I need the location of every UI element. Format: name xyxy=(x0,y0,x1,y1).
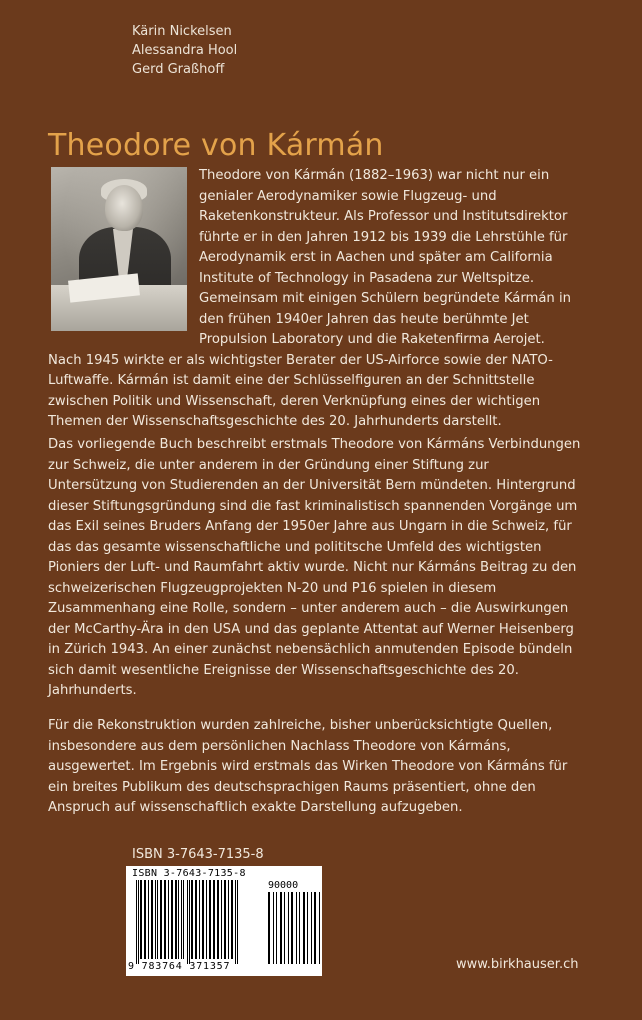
barcode-ean-digits: 9 783764 371357 xyxy=(128,961,231,972)
barcode-bar xyxy=(155,880,156,959)
barcode-bar xyxy=(138,880,139,964)
barcode-bar xyxy=(175,880,177,959)
barcode-bar xyxy=(140,880,142,959)
barcode-bar xyxy=(151,880,153,959)
barcode-bar xyxy=(144,880,146,959)
barcode xyxy=(126,866,322,976)
addon-bar xyxy=(276,892,277,964)
barcode-bar xyxy=(224,880,226,959)
barcode-bar xyxy=(171,880,173,959)
barcode-bar xyxy=(136,880,137,964)
author-name: Alessandra Hool xyxy=(132,43,238,58)
addon-bar xyxy=(319,892,320,964)
description-paragraph: Das vorliegende Buch beschreibt erstmals Theodore von Kármáns Verbindungen zur Schweiz, die unter anderem in der Gründung einer Stiftung zur Untersützung von Studierenden an der Universität Bern mündeten. Hintergrund dieser Stiftungsgründung sind die fast kriminalistisch spannenden Vorgänge um das Exil seines Bruders Anfang der 1950er Jahre aus Ungarn in die Schweiz, für das das gesamte wissenschaftliche und polititsche Umfeld des wichtigsten Pioniers der Luft- und Raumfahrt aktiv wurde. Nicht nur Kármáns Beitrag zu den schweizerischen Flugzeugprojekten N-20 und P16 spielen in diesem Zusammenhang eine Rolle, sondern – unter anderem auch – die Auswirkungen der McCarthy-Ära in den USA und das geplante Attentat auf Werner Heisenberg in Zürich 1943. An einer zunächst nebensächlich anmutenden Episode bündeln sich damit wesentliche Ereignisse der Wissenschaftsgeschichte des 20. Jahrhunderts. xyxy=(48,437,581,698)
addon-bar xyxy=(268,892,270,964)
addon-bar xyxy=(307,892,308,964)
addon-bar xyxy=(291,892,293,964)
barcode-bar xyxy=(231,880,233,959)
barcode-bar xyxy=(187,880,188,964)
isbn-label: ISBN 3-7643-7135-8 xyxy=(132,847,264,862)
addon-bar xyxy=(284,892,285,964)
barcode-bar xyxy=(168,880,169,959)
barcode-bar xyxy=(183,880,184,959)
barcode-bar xyxy=(199,880,200,959)
author-name: Gerd Graßhoff xyxy=(132,62,225,77)
addon-bar xyxy=(280,892,282,964)
barcode-bar xyxy=(228,880,229,959)
barcode-bar xyxy=(191,880,193,959)
barcode-bar xyxy=(195,880,197,959)
barcode-bar xyxy=(148,880,149,959)
author-name: Kärin Nickelsen xyxy=(132,24,232,39)
addon-bar xyxy=(296,892,297,964)
barcode-bar xyxy=(160,880,162,959)
addon-bar xyxy=(311,892,312,964)
addon-bar xyxy=(273,892,274,964)
barcode-bar xyxy=(213,880,215,959)
description-paragraph xyxy=(48,166,582,433)
barcode-bar xyxy=(217,880,219,959)
addon-bar xyxy=(299,892,300,964)
addon-bar xyxy=(314,892,316,964)
author-list xyxy=(132,22,237,79)
barcode-bar xyxy=(235,880,236,964)
barcode-bar xyxy=(237,880,238,964)
barcode-bar xyxy=(178,880,179,959)
addon-bar xyxy=(288,892,289,964)
barcode-bar xyxy=(206,880,207,959)
barcode-bar xyxy=(189,880,190,964)
barcode-bar xyxy=(181,880,182,959)
book-title: Theodore von Kármán xyxy=(48,128,384,164)
barcode-bar xyxy=(202,880,204,959)
description-paragraph: Für die Rekonstruktion wurden zahlreiche, bisher unberücksichtigte Quellen, insbesondere aus dem persönlichen Nachlass Theodore von Kármáns, ausgewertet. Im Ergebnis wird erstmals das Wirken Theodore von Kármáns für ein breites Publikum des deutschsprachigen Raums präsentiert, ohne den Anspruch auf wissenschaftlich exakte Darstellung aufzugeben. xyxy=(48,718,568,815)
barcode-price-code: 90000 xyxy=(268,880,299,891)
barcode-bar xyxy=(157,880,158,959)
barcode-bar xyxy=(164,880,166,959)
barcode-bar xyxy=(209,880,211,959)
publisher-website: www.birkhauser.ch xyxy=(456,957,579,972)
barcode-bar xyxy=(221,880,222,959)
paragraph-text: Theodore von Kármán (1882–1963) war nicht nur ein genialer Aerodynamiker sowie Flugzeug- und Raketenkonstrukteur. Als Professor und Institutsdirektor führte er in den Jahren 1912 bis 1939 die Lehrstühle für Aerodynamik erst in Aachen und später am California Institute of Technology in Pasadena zur Weltspitze. Gemeinsam mit einigen Schülern begründete Kármán in den frühen 1940er Jahren das heute berühmte Jet Propulsion Laboratory und die Raketenfirma Aerojet. Nach 1945 wirkte er als wichtigster Berater der US-Airforce sowie der NATO-Luftwaffe. Kármán ist damit eine der Schlüsselfiguren an der Schnittstelle zwischen Politik und Wissenschaft, deren Verknüpfung eines der wichtigen Themen der Wissenschaftsgeschichte des 20. Jahrhunderts darstellt. xyxy=(48,168,572,429)
addon-bar xyxy=(303,892,305,964)
barcode-isbn-text: ISBN 3-7643-7135-8 xyxy=(132,868,246,879)
